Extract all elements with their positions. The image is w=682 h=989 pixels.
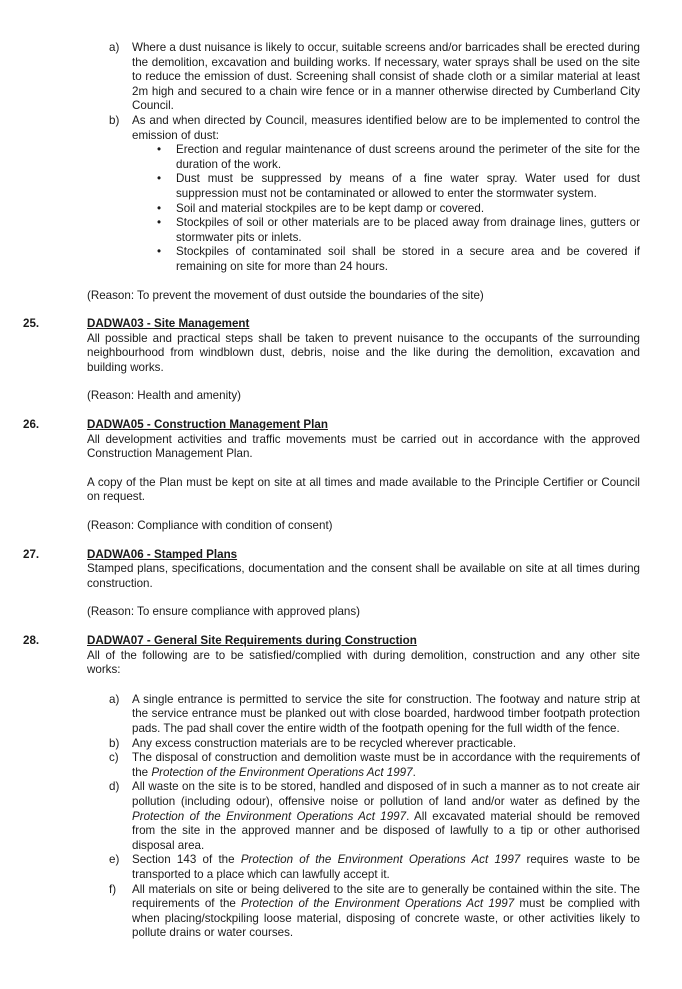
list-item-text: [132, 883, 640, 940]
text-segment: All materials on site or being delivered to the site are to generally be contained within the site. The requirements of the: [132, 882, 640, 911]
condition-number: 25.: [23, 317, 40, 331]
text-segment: The disposal of construction and demolition waste must be in accordance with the requirements of the: [132, 751, 640, 779]
bullet-text: Stockpiles of contaminated soil shall be stored in a secure area and be covered if remaining on site for more than 24 hours.: [176, 245, 640, 273]
condition-title: DADWA06 - Stamped Plans: [87, 547, 238, 561]
bullet-icon: •: [157, 216, 162, 230]
list-item-label: b): [109, 113, 120, 127]
reason-text: (Reason: Health and amenity): [87, 389, 242, 403]
reason-text: (Reason: To ensure compliance with approved plans): [87, 605, 361, 619]
list-item: [109, 853, 640, 882]
bullet-icon: •: [157, 201, 162, 215]
site-requirements-list: [109, 693, 640, 941]
list-item: [109, 751, 640, 780]
list-item: [109, 737, 640, 752]
condition-text: A copy of the Plan must be kept on site at all times and made available to the Principle Certifier or Council on request.: [87, 475, 640, 504]
text-segment: . All excavated material should be removed from the site in the approved manner and be disposed of lawfully to a tip or other authorised disposal area.: [132, 809, 640, 852]
list-item-text: [132, 751, 640, 779]
list-item-label: c): [109, 751, 119, 765]
condition-text: All of the following are to be satisfied/complied with during demolition, construction and any other site works:: [87, 648, 640, 677]
condition-title: DADWA03 - Site Management: [87, 317, 250, 331]
dust-measures-list: [109, 41, 640, 275]
condition-text: All development activities and traffic movements must be carried out in accordance with the approved Construction Management Plan.: [87, 432, 640, 461]
bullet-list: [155, 143, 640, 274]
condition-27: [23, 547, 640, 620]
text-segment: requires waste to be transported to a place which can lawfully accept it.: [132, 853, 641, 881]
bullet-icon: •: [157, 143, 162, 157]
list-item: [109, 693, 640, 737]
condition-text: Stamped plans, specifications, documentation and the consent shall be available on site at all times during construction.: [87, 562, 640, 590]
condition-number: 28.: [23, 634, 40, 647]
bullet-item: [155, 202, 640, 217]
list-item: [109, 780, 640, 853]
text-segment: must be complied with when placing/stockpiling loose material, disposing of concrete waste, or other activities likely to pollute drains or water courses.: [132, 897, 640, 940]
bullet-item: [155, 172, 640, 201]
list-item-text: A single entrance is permitted to service the site for construction. The footway and nature strip at the service entrance must be planked out with close boarded, hardwood timber footpath protection pads. The pad shall cover the entire width of the footpath opening for the full width of the fence.: [132, 692, 640, 735]
condition-28: [23, 634, 641, 941]
list-item-text: [132, 853, 640, 881]
list-item-text: [132, 780, 640, 851]
condition-text: All possible and practical steps shall be taken to prevent nuisance to the occupants of the surrounding neighbourhood from windblown dust, debris, noise and the like during the demolition, excavation and building works.: [87, 331, 640, 374]
text-segment: .: [412, 765, 416, 779]
bullet-item: [155, 143, 640, 172]
condition-26: [23, 418, 640, 534]
bullet-text: Dust must be suppressed by means of a fine water spray. Water used for dust suppression must not be contaminated or allowed to enter the stormwater system.: [176, 172, 640, 200]
list-item-label: d): [109, 780, 120, 794]
condition-25: [23, 317, 640, 404]
reason-text: (Reason: Compliance with condition of consent): [87, 519, 333, 533]
condition-title: DADWA07 - General Site Requirements during Construction: [87, 634, 417, 647]
list-item: [109, 883, 640, 941]
condition-number: 27.: [23, 547, 40, 561]
bullet-text: Stockpiles of soil or other materials are to be placed away from drainage lines, gutters or stormwater pits or inlets.: [176, 216, 640, 244]
list-item-label: a): [109, 692, 120, 706]
act-name: Protection of the Environment Operations Act 1997: [132, 809, 407, 823]
bullet-item: [155, 245, 640, 274]
act-name: Protection of the Environment Operations Act 1997: [241, 897, 515, 911]
list-item-text: As and when directed by Council, measures identified below are to be implemented to control the emission of dust:: [132, 113, 640, 142]
bullet-text: Soil and material stockpiles are to be kept damp or covered.: [176, 201, 485, 215]
bullet-icon: •: [157, 172, 162, 186]
act-name: Protection of the Environment Operations Act 1997: [151, 765, 413, 779]
text-segment: Section 143 of the: [132, 853, 241, 867]
document-body: [23, 41, 641, 941]
list-item-text: Where a dust nuisance is likely to occur, suitable screens and/or barricades shall be erected during the demolition, excavation and building works. If necessary, water sprays shall be used on the site to reduce the emission of dust. Screening shall consist of shade cloth or a similar material at least 2m high and secured to a chain wire fence or in a manner otherwise directed by Cumberland City Council.: [132, 41, 640, 113]
list-item-label: f): [109, 882, 117, 896]
list-item-text: Any excess construction materials are to be recycled wherever practicable.: [132, 736, 517, 750]
bullet-text: Erection and regular maintenance of dust screens around the perimeter of the site for the duration of the work.: [176, 143, 640, 171]
list-item-label: b): [109, 736, 120, 750]
list-item-label: e): [109, 853, 120, 867]
bullet-icon: •: [157, 245, 162, 259]
text-segment: All waste on the site is to be stored, handled and disposed of in such a manner as to not create air pollution (including odour), offensive noise or pollution of land and/or water as defined by the: [132, 780, 640, 808]
condition-title: DADWA05 - Construction Management Plan: [87, 418, 328, 432]
reason-text: (Reason: To prevent the movement of dust outside the boundaries of the site): [87, 288, 484, 302]
list-item: [109, 41, 640, 114]
condition-number: 26.: [23, 418, 40, 432]
bullet-item: [155, 216, 640, 245]
act-name: Protection of the Environment Operations Act 1997: [240, 853, 521, 867]
list-item: [109, 114, 640, 275]
list-item-label: a): [109, 41, 120, 54]
